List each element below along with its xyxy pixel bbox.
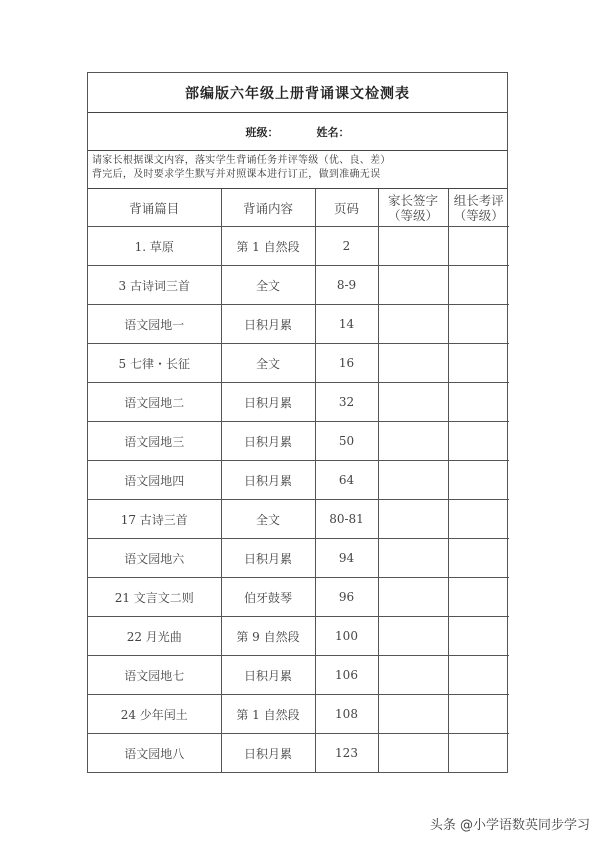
cell-title: 24 少年闰土 (88, 695, 221, 734)
cell-leader-review[interactable] (448, 695, 509, 734)
instruction-line: 请家长根据课文内容，落实学生背诵任务并评等级（优、良、差） (92, 155, 391, 166)
header-parent-signature: 家长签字 （等级） (378, 189, 448, 227)
cell-title: 语文园地七 (88, 656, 221, 695)
header-page: 页码 (315, 189, 378, 227)
table-row (88, 344, 509, 383)
cell-title: 语文园地八 (88, 734, 221, 773)
cell-title: 3 古诗词三首 (88, 266, 221, 305)
cell-content: 伯牙鼓琴 (221, 578, 315, 617)
cell-parent-signature[interactable] (378, 383, 448, 422)
cell-parent-signature[interactable] (378, 695, 448, 734)
cell-content: 第 1 自然段 (221, 695, 315, 734)
cell-content: 全文 (221, 266, 315, 305)
cell-leader-review[interactable] (448, 344, 509, 383)
cell-parent-signature[interactable] (378, 461, 448, 500)
header-content: 背诵内容 (221, 189, 315, 227)
cell-content: 第 9 自然段 (221, 617, 315, 656)
recitation-checklist-sheet (87, 72, 508, 773)
cell-leader-review[interactable] (448, 227, 509, 266)
cell-page: 96 (315, 578, 378, 617)
cell-parent-signature[interactable] (378, 422, 448, 461)
cell-content: 日积月累 (221, 383, 315, 422)
cell-title: 语文园地三 (88, 422, 221, 461)
cell-parent-signature[interactable] (378, 344, 448, 383)
table-row (88, 539, 509, 578)
cell-title: 5 七律・长征 (88, 344, 221, 383)
table-row (88, 383, 509, 422)
cell-content: 日积月累 (221, 305, 315, 344)
cell-title: 21 文言文二则 (88, 578, 221, 617)
cell-parent-signature[interactable] (378, 617, 448, 656)
cell-content: 日积月累 (221, 461, 315, 500)
cell-content: 日积月累 (221, 656, 315, 695)
cell-title: 语文园地六 (88, 539, 221, 578)
table-row (88, 578, 509, 617)
table-row (88, 617, 509, 656)
table-header-row (88, 189, 509, 227)
watermark: 头条 @小学语数英同步学习 (429, 818, 590, 833)
cell-content: 全文 (221, 344, 315, 383)
cell-content: 日积月累 (221, 734, 315, 773)
cell-page: 14 (315, 305, 378, 344)
cell-title: 语文园地一 (88, 305, 221, 344)
cell-content: 第 1 自然段 (221, 227, 315, 266)
cell-leader-review[interactable] (448, 383, 509, 422)
cell-leader-review[interactable] (448, 266, 509, 305)
cell-leader-review[interactable] (448, 422, 509, 461)
cell-page: 2 (315, 227, 378, 266)
cell-parent-signature[interactable] (378, 578, 448, 617)
instruction-line: 背完后，及时要求学生默写并对照课本进行订正，做到准确无误 (92, 169, 381, 180)
recitation-table (88, 189, 509, 772)
cell-leader-review[interactable] (448, 656, 509, 695)
name-label: 姓名： (316, 125, 350, 139)
cell-page: 106 (315, 656, 378, 695)
table-row (88, 305, 509, 344)
class-label: 班级： (245, 125, 279, 139)
cell-parent-signature[interactable] (378, 539, 448, 578)
cell-parent-signature[interactable] (378, 227, 448, 266)
cell-title: 17 古诗三首 (88, 500, 221, 539)
cell-leader-review[interactable] (448, 734, 509, 773)
instructions (88, 151, 507, 189)
cell-title: 语文园地二 (88, 383, 221, 422)
table-row (88, 656, 509, 695)
cell-leader-review[interactable] (448, 305, 509, 344)
cell-content: 全文 (221, 500, 315, 539)
cell-parent-signature[interactable] (378, 734, 448, 773)
cell-parent-signature[interactable] (378, 500, 448, 539)
cell-page: 100 (315, 617, 378, 656)
table-row (88, 266, 509, 305)
table-row (88, 227, 509, 266)
header-leader-review: 组长考评 （等级） (448, 189, 509, 227)
cell-page: 8-9 (315, 266, 378, 305)
cell-page: 80-81 (315, 500, 378, 539)
cell-content: 日积月累 (221, 422, 315, 461)
cell-parent-signature[interactable] (378, 305, 448, 344)
cell-leader-review[interactable] (448, 539, 509, 578)
student-info-row (88, 113, 507, 151)
cell-page: 94 (315, 539, 378, 578)
cell-parent-signature[interactable] (378, 656, 448, 695)
cell-page: 16 (315, 344, 378, 383)
cell-page: 50 (315, 422, 378, 461)
table-row (88, 500, 509, 539)
cell-content: 日积月累 (221, 539, 315, 578)
header-title: 背诵篇目 (88, 189, 221, 227)
cell-title: 1. 草原 (88, 227, 221, 266)
cell-leader-review[interactable] (448, 617, 509, 656)
cell-leader-review[interactable] (448, 578, 509, 617)
cell-page: 108 (315, 695, 378, 734)
cell-page: 32 (315, 383, 378, 422)
cell-page: 64 (315, 461, 378, 500)
table-row (88, 461, 509, 500)
cell-title: 22 月光曲 (88, 617, 221, 656)
table-row (88, 695, 509, 734)
sheet-title: 部编版六年级上册背诵课文检测表 (88, 73, 507, 113)
table-row (88, 422, 509, 461)
cell-parent-signature[interactable] (378, 266, 448, 305)
table-row (88, 734, 509, 773)
cell-title: 语文园地四 (88, 461, 221, 500)
cell-page: 123 (315, 734, 378, 773)
cell-leader-review[interactable] (448, 500, 509, 539)
cell-leader-review[interactable] (448, 461, 509, 500)
